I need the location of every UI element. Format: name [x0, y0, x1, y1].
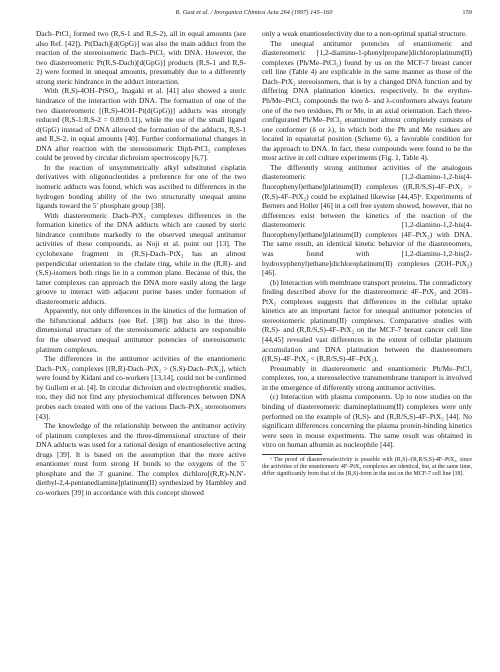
- paragraph: With diastereomeric Dach–PtX₂ complexes differences in the formation kinetics of the DNA adducts which are caused by steric hindrance contribute markedly to the observed unequal antitumor activities of these compounds, as Noji et al. point out [13]. The cyclohexane fragment in (R,S)-Dach–PtX₂ has an almost perpendicular orientation to the chelate ring, while in the (R,R)- and (S,S)-isomers both rings lie in a common plane. Because of this, the latter complexes can approach the DNA more easily along the large groove to interact with adjacent purine bases under formation of diastereomeric adducts.: [36, 210, 246, 306]
- paragraph: With (R,S)-4OH–PtSO₄, Inagaki et al. [41] also showed a steric hindrance of the interaction with DNA. The formation of one of the two diastereomeric [(R,S)-4OH–Pt(d(GpG))] adducts was strongly reduced (R,S-1:R,S-2 = 0.89:0.11), while the use of the small ligand d(GpG) instead of DNA allowed the formation of the adducts, R,S-1 and R,S-2, in equal amounts [40]. Further conformational changes in DNA after reaction with the stereoisomeric Diph-PtCl₂ complexes could be proved by circular dichroism spectroscopy [6,7].: [36, 86, 246, 163]
- paragraph: The differently strong antitumor activities of the analogous diastereomeric [1,2-diamino-1,2-bis(4-fluorophenyl)ethane]platinum(II) complexes ((R,R/S,S)-4F–PtX₂ > (R,S)-4F–PtX₂) could be explained likewise [44,45]ᵃ. Experiments of Berners and Holler [46] in a cell free system showed, however, that no differences exist between the kinetics of the reaction of the diastereomeric [1,2-diamino-1,2-bis(4-fluorophenyl)ethane]platinum(II) complexes (4F–PtX₂) with DNA. The same result, an identical kinetic behavior of the diastereomers, was found with [1,2-diamino-1,2-bis(2-hydroxyphenyl)ethane]dichloroplatinum(II) complexes (2OH–PtX₂) [46].: [262, 162, 472, 278]
- left-column: [36, 29, 246, 498]
- paragraph: In the reaction of unsymmetrically alkyl substituted cisplatin derivatives with oligonucleotides a preference for one of the two isomeric adducts was found, which was ascribed to differences in the hydrogen bonding ability of the two structurally unequal amine ligands toward the 5′ phosphate group [38].: [36, 162, 246, 211]
- paragraph: Apparently, not only differences in the kinetics of the formation of the bifunctional adducts (see Ref. [38]) but also in the three-dimensional structure of the stereoisomeric adducts are responsible for the observed unequal antitumor potencies of stereoisomeric platinum complexes.: [36, 306, 246, 354]
- paragraph: The unequal antitumor potencies of enantiomeric and diastereomeric [1,2-diamino-1-phenylpropane]dichloroplatinum(II) complexes (Ph/Me–PtCl₂) found by us on the MCF-7 breast cancer cell line (Table 4) are explicable in the same manner as those of the Dach–PtX₂ stereoisomers, that is by a changed DNA function and by differing DNA platination kinetics, respectively. In the erythro-Ph/Me–PtCl₂ compounds the two δ- and λ-conformers always feature one of the two residues, Ph or Me, in an axial orientation. Each threo-configurated Ph/Me–PtCl₂ enantiomer almost completely consists of one conformer (δ or λ), in which both the Ph and Me residues are located in equatorial position (Scheme 6), a favorable condition for the approach to DNA. In fact, these compounds were found to be the most active in cell culture experiments (Fig. 1, Table 4).: [262, 38, 472, 163]
- paragraph: (c) Interaction with plasma components. Up to now studies on the binding of diastereomeric diamineplatinum(II) complexes were only performed on the example of (R,S)- and (R,R/S,S)-4F–PtX₂ [44]. No significant differences concerning the plasma protein-binding kinetics were seen in mouse experiments. The same result was obtained in vitro on human albumin as nucleophile [44].: [262, 392, 472, 450]
- journal-citation: R. Gust et al. / Inorganica Chimica Acta 264 (1997) 145–160: [175, 9, 333, 16]
- footnote: ᵃ The proof of diastereoselectivity is possible with (R,S)-/(R,R/S,S)-4F–PtX₂, since the activities of the enantiomeric 4F–PtX₂ complexes are identical, but, at the same time, differ significantly from that of the (R,S)-form in the test on the MCF-7 cell line [18].: [262, 456, 472, 478]
- running-header: [36, 9, 472, 21]
- footnote-divider: [262, 454, 322, 455]
- paragraph: Presumably in diastereomeric and enantiomeric Ph/Me–PtCl₂ complexes, too, a stereoselective transmembrane transport is involved in the emergence of differently strong antitumor activities.: [262, 363, 472, 392]
- paragraph: The differences in the antitumor activities of the enantiomeric Dach–PtX₂ complexes [(R,R)-Dach–PtX₂ > (S,S)-Dach–PtX₂], which were found by Kidani and co-workers [13,14], could not be confirmed by Gullotti et al. [4]. In circular dichroism and electrophoretic studies, too, they did not find any physiochemical differences between DNA probes each treated with one of the various Dach–PtX₂ stereoisomers [43].: [36, 354, 246, 421]
- paragraph: only a weak enantioselectivity due to a non-optimal spatial structure.: [262, 29, 467, 38]
- paragraph: Dach–PtCl₂ formed two (R,S-1 and R,S-2), all in equal amounts (see also Ref. [42]). Pt(Dach)[d(GpG)] was also the main adduct from the reaction of the stereoisomeric Dach–PtCl₂ with DNA. However, the two diastereomeric Pt(R,S-Dach)[d(GpG)] products (R,S-1 and R,S-2) were formed in unequal amounts, presumably due to a differently strong steric hindrance in the adduct interaction.: [36, 29, 246, 86]
- page-number: 159: [462, 9, 472, 16]
- paragraph: The knowledge of the relationship between the antitumor activity of platinum complexes and the three-dimensional structure of their DNA adducts was used for a rational design of enantioselective acting drugs [39]. It is based on the assumption that the more active enantiomer must form strong H bonds to the oxygens of the 5′ phosphate and the 3′ guanine. The complex dichloro[(R,R)-N,N′-diethyl-2,4-pentanediamine]platinum(II) synthesized by Hambley and co-workers [39] in accordance with this concept showed: [36, 421, 246, 497]
- paragraph: (b) Interaction with membrane transport proteins. The contradictory finding described above for the diastereomeric 4F–PtX₂ and 2OH–PtX₂ complexes suggests that differences in the cellular uptake kinetics are an important factor for unequal antitumor potencies of stereoisomeric platinum(II) complexes. Comparative studies with (R,S)- and (R,R/S,S)-4F–PtX₂ on the MCF-7 breast cancer cell line [44,45] revealed vast differences in the extent of cellular platinum accumulation and DNA platination between the diastereomers ((R,S)-4F–PtX₂ < (R,R/S,S)-4F–PtX₂).: [262, 277, 472, 364]
- right-column: [262, 29, 472, 478]
